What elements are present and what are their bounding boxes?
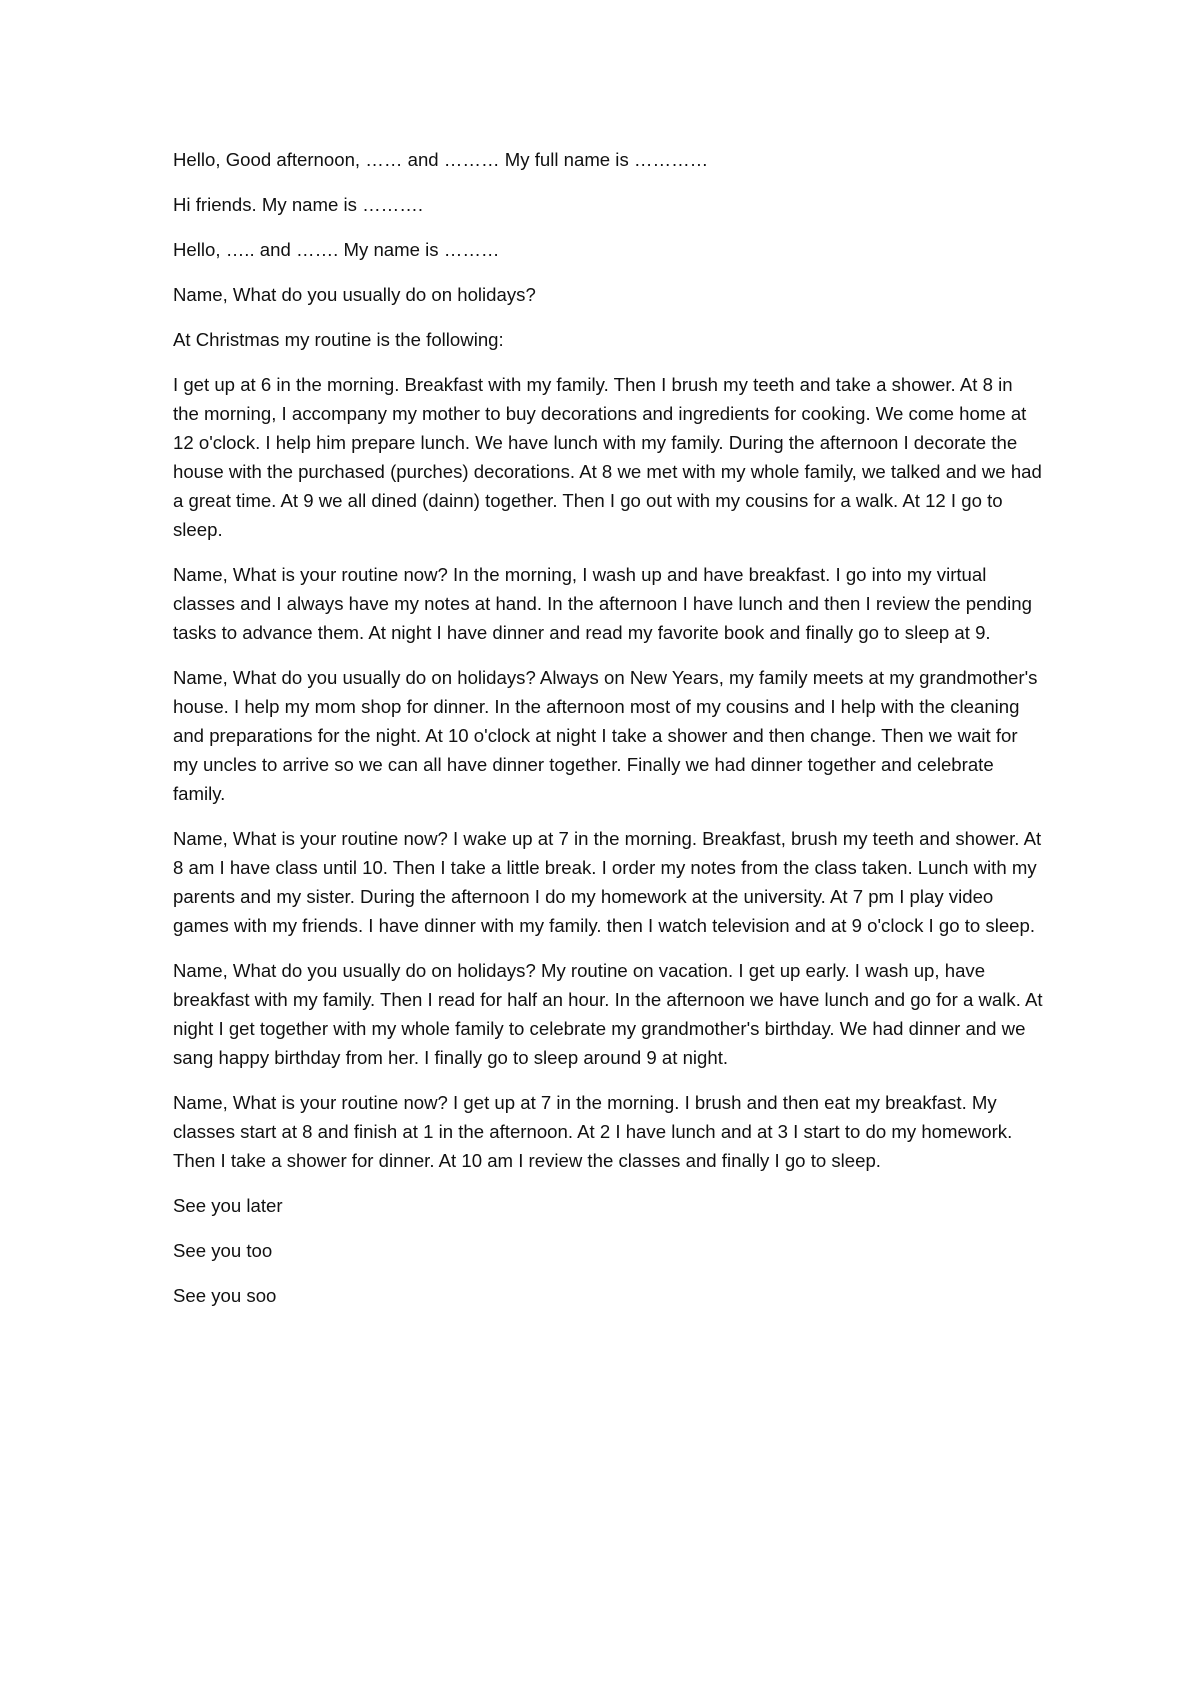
paragraph-routine-now-1: Name, What is your routine now? In the morning, I wash up and have breakfast. I go into my virtual classes and I always have my notes at hand. In the afternoon I have lunch and then I review the pending tasks to advance them. At night I have dinner and read my favorite book and finally go to sleep at 9. — [173, 564, 1032, 643]
paragraph-holidays-new-years: Name, What do you usually do on holidays? Always on New Years, my family meets at my grandmother's house. I help my mom shop for dinner. In the afternoon most of my cousins and I help with the cleaning and preparations for the night. At 10 o'clock at night I take a shower and then change. Then we wait for my uncles to arrive so we can all have dinner together. Finally we had dinner together and celebrate family. — [173, 667, 1038, 804]
greeting-line-3: Hello, ….. and ……. My name is ……… — [173, 239, 500, 260]
greeting-line-2: Hi friends. My name is ………. — [173, 194, 424, 215]
document-body — [173, 145, 1043, 1326]
christmas-intro: At Christmas my routine is the following: — [173, 329, 504, 350]
farewell-line-2: See you too — [173, 1240, 273, 1261]
farewell-line-1: See you later — [173, 1195, 283, 1216]
paragraph-christmas-routine: I get up at 6 in the morning. Breakfast with my family. Then I brush my teeth and take a shower. At 8 in the morning, I accompany my mother to buy decorations and ingredients for cooking. We come home at 12 o'clock. I help him prepare lunch. We have lunch with my family. During the afternoon I decorate the house with the purchased (purches) decorations. At 8 we met with my whole family, we talked and we had a great time. At 9 we all dined (dainn) together. Then I go out with my cousins for a walk. At 12 I go to sleep. — [173, 374, 1042, 540]
question-holidays: Name, What do you usually do on holidays? — [173, 284, 536, 305]
paragraph-holidays-vacation: Name, What do you usually do on holidays? My routine on vacation. I get up early. I wash up, have breakfast with my family. Then I read for half an hour. In the afternoon we have lunch and go for a walk. At night I get together with my whole family to celebrate my grandmother's birthday. We had dinner and we sang happy birthday from her. I finally go to sleep around 9 at night. — [173, 960, 1043, 1068]
farewell-line-3: See you soo — [173, 1285, 277, 1306]
paragraph-routine-now-2: Name, What is your routine now? I wake up at 7 in the morning. Breakfast, brush my teeth and shower. At 8 am I have class until 10. Then I take a little break. I order my notes from the class taken. Lunch with my parents and my sister. During the afternoon I do my homework at the university. At 7 pm I play video games with my friends. I have dinner with my family. then I watch television and at 9 o'clock I go to sleep. — [173, 828, 1042, 936]
greeting-line-1: Hello, Good afternoon, …… and ……… My full name is ………… — [173, 149, 709, 170]
paragraph-routine-now-3: Name, What is your routine now? I get up at 7 in the morning. I brush and then eat my breakfast. My classes start at 8 and finish at 1 in the afternoon. At 2 I have lunch and at 3 I start to do my homework. Then I take a shower for dinner. At 10 am I review the classes and finally I go to sleep. — [173, 1092, 1013, 1171]
